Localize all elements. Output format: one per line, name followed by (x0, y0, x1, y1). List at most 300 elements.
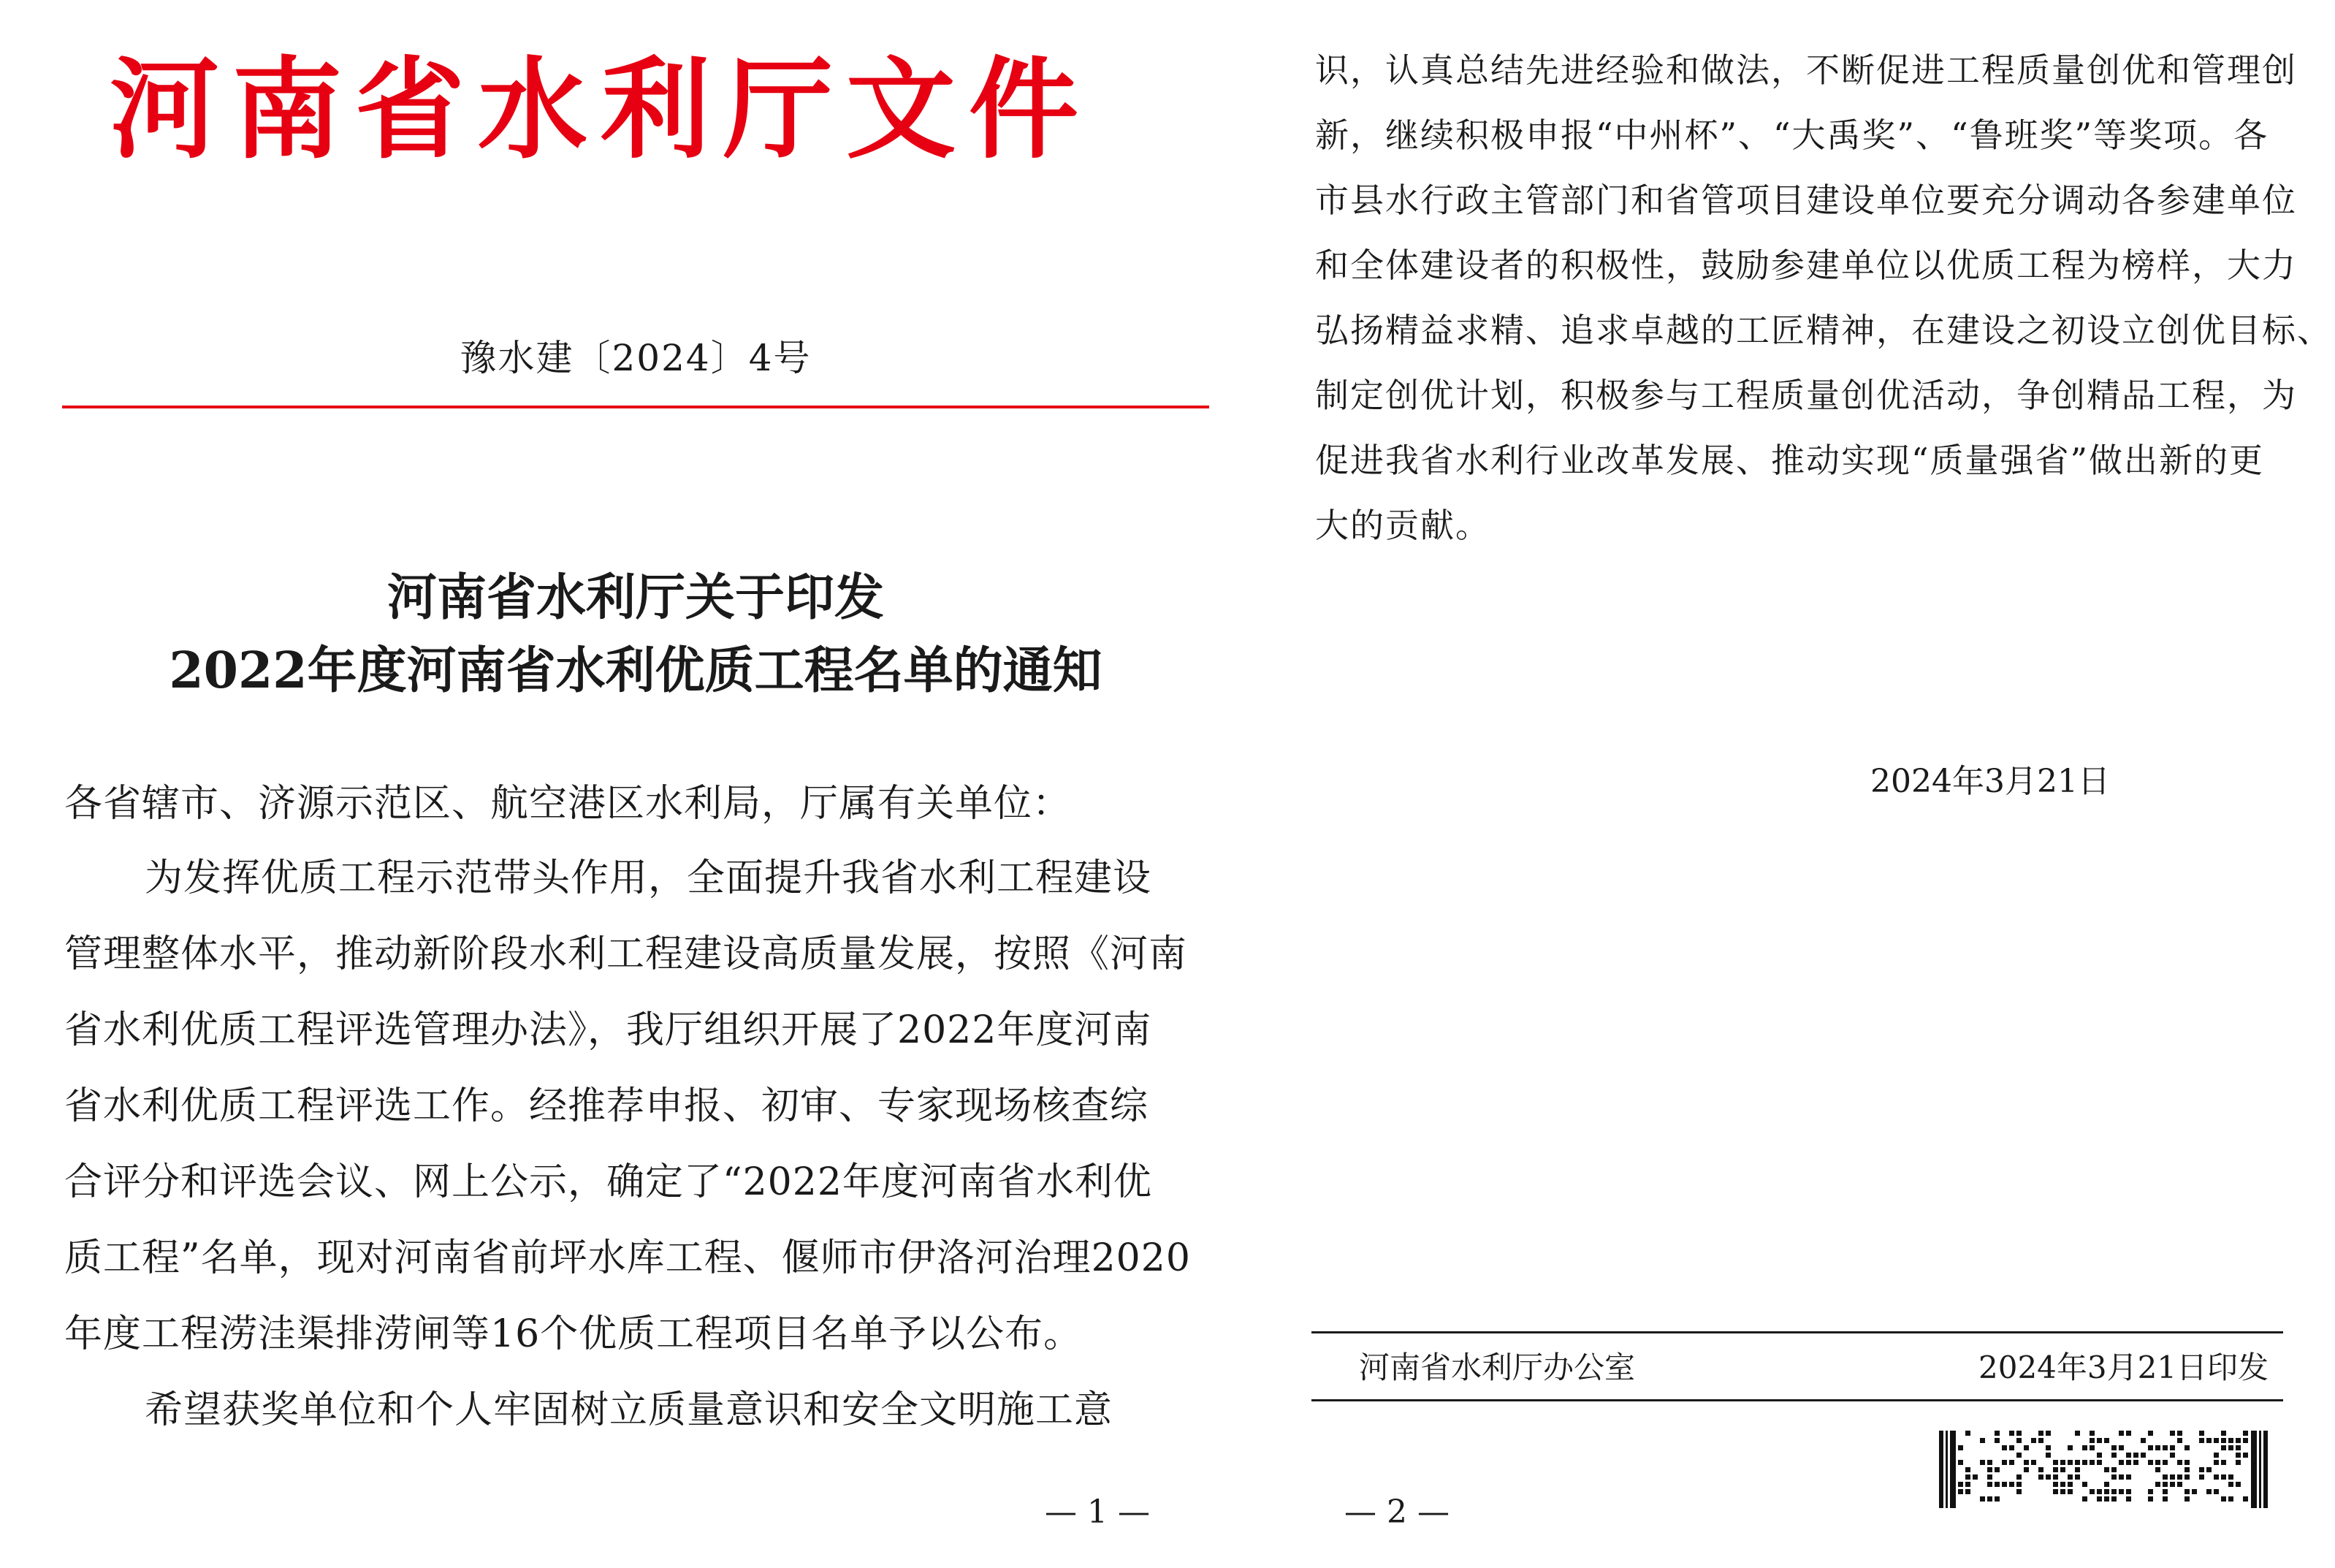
red-divider (62, 406, 1209, 408)
barcode-cell (2177, 1445, 2182, 1450)
barcode-cell (1995, 1431, 2000, 1436)
barcode-cell (2243, 1438, 2248, 1443)
barcode-cell (1995, 1496, 2000, 1502)
barcode-cell (2053, 1489, 2058, 1494)
barcode-cell (2053, 1496, 2058, 1502)
body-line: 市县水行政主管部门和省管项目建设单位要充分调动各参建单位 (1315, 180, 2297, 220)
barcode-cell (2170, 1474, 2175, 1480)
barcode-cell (2192, 1431, 2197, 1436)
barcode-cell (2111, 1431, 2117, 1436)
barcode-cell (2082, 1467, 2087, 1472)
barcode-cell (2082, 1474, 2087, 1480)
barcode-cell (2068, 1467, 2073, 1472)
barcode-cell (2090, 1496, 2095, 1502)
barcode-cell (2060, 1445, 2065, 1450)
barcode-cell (2206, 1474, 2212, 1480)
barcode-cell (2068, 1460, 2073, 1465)
barcode-cell (2053, 1467, 2058, 1472)
barcode-cell (2206, 1445, 2212, 1450)
barcode-cell (2119, 1445, 2124, 1450)
barcode-cell (2002, 1489, 2007, 1494)
barcode-cell (2170, 1467, 2175, 1472)
barcode-cell (1958, 1445, 1963, 1450)
barcode-cell (2184, 1489, 2190, 1494)
barcode-cell (2053, 1431, 2058, 1436)
barcode-cell (2009, 1489, 2014, 1494)
barcode-cell (2038, 1489, 2043, 1494)
barcode-cell (2192, 1474, 2197, 1480)
barcode-cell (2090, 1467, 2095, 1472)
footer-top-rule (1311, 1331, 2283, 1333)
barcode-cell (2236, 1431, 2241, 1436)
barcode-cell (2119, 1431, 2124, 1436)
footer-bottom-rule (1311, 1399, 2283, 1401)
barcode-cell (1958, 1474, 1963, 1480)
body-line: 年度工程涝洼渠排涝闸等16个优质工程项目名单予以公布。 (64, 1312, 1083, 1356)
barcode-cell (2060, 1474, 2065, 1480)
barcode-cell (2214, 1438, 2219, 1443)
barcode-cell (2082, 1453, 2087, 1458)
barcode-cell (2082, 1460, 2087, 1465)
barcode-cell (2111, 1453, 2117, 1458)
barcode-cell (2141, 1496, 2146, 1502)
barcode-cell (2236, 1496, 2241, 1502)
barcode-cell (2060, 1496, 2065, 1502)
barcode-cell (2170, 1460, 2175, 1465)
barcode-cell (1995, 1460, 2000, 1465)
barcode-cell (2177, 1467, 2182, 1472)
barcode-cell (2126, 1438, 2131, 1443)
barcode-cell (2199, 1496, 2204, 1502)
barcode-cell (2236, 1489, 2241, 1494)
barcode-cell (2243, 1467, 2248, 1472)
barcode-cell (1958, 1453, 1963, 1458)
barcode-cell (2148, 1467, 2153, 1472)
barcode-cell (1965, 1460, 1970, 1465)
barcode-cell (2104, 1431, 2109, 1436)
barcode-cell (2075, 1453, 2080, 1458)
barcode-cell (2009, 1467, 2014, 1472)
barcode-cell (2068, 1453, 2073, 1458)
barcode-cell (2184, 1474, 2190, 1480)
barcode-cell (1965, 1445, 1970, 1450)
barcode-cell (1995, 1453, 2000, 1458)
barcode-cell (1980, 1445, 1985, 1450)
barcode-cell (2126, 1489, 2131, 1494)
body-line: 和全体建设者的积极性，鼓励参建单位以优质工程为榜样，大力 (1315, 246, 2297, 285)
barcode-cell (2024, 1453, 2029, 1458)
barcode-cell (2214, 1489, 2219, 1494)
barcode-cell (2024, 1467, 2029, 1472)
barcode-cell (2177, 1482, 2182, 1487)
barcode-cell (2075, 1482, 2080, 1487)
barcode-cell (1965, 1431, 1970, 1436)
barcode-cell (2068, 1438, 2073, 1443)
barcode-cell (1980, 1438, 1985, 1443)
barcode-cell (2206, 1496, 2212, 1502)
barcode-cell (2163, 1489, 2168, 1494)
barcode-cell (1965, 1438, 1970, 1443)
barcode-cell (2068, 1445, 2073, 1450)
body-line: 大的贡献。 (1315, 506, 1490, 545)
barcode-cell (2133, 1474, 2138, 1480)
barcode-cell (2060, 1460, 2065, 1465)
barcode-cell (2068, 1474, 2073, 1480)
barcode-cell (2024, 1445, 2029, 1450)
barcode-cell (2236, 1474, 2241, 1480)
barcode-cell (2141, 1474, 2146, 1480)
barcode-cell (2016, 1482, 2022, 1487)
barcode-cell (2009, 1445, 2014, 1450)
barcode-cell (2104, 1438, 2109, 1443)
barcode-cell (2228, 1431, 2233, 1436)
barcode-cell (2184, 1467, 2190, 1472)
barcode-cell (2009, 1460, 2014, 1465)
barcode-cell (2141, 1467, 2146, 1472)
barcode-cell (2024, 1489, 2029, 1494)
barcode-cell (2228, 1467, 2233, 1472)
barcode-cell (2192, 1460, 2197, 1465)
barcode-cell (2053, 1453, 2058, 1458)
barcode-cell (2133, 1482, 2138, 1487)
barcode-cell (2053, 1474, 2058, 1480)
barcode-cell (2060, 1482, 2065, 1487)
barcode-cell (1980, 1453, 1985, 1458)
barcode-cell (2236, 1482, 2241, 1487)
barcode-cell (2228, 1489, 2233, 1494)
barcode-cell (1987, 1445, 1992, 1450)
barcode-cell (2111, 1467, 2117, 1472)
barcode-cell (2228, 1482, 2233, 1487)
barcode-cell (2236, 1445, 2241, 1450)
barcode-cell (2170, 1431, 2175, 1436)
barcode-cell (2177, 1460, 2182, 1465)
barcode-cell (2184, 1431, 2190, 1436)
barcode-cell (2155, 1431, 2160, 1436)
barcode-cell (2075, 1438, 2080, 1443)
barcode-cell (2170, 1489, 2175, 1494)
barcode-cell (1958, 1460, 1963, 1465)
barcode-cell (2221, 1489, 2226, 1494)
barcode-cell (2221, 1453, 2226, 1458)
page-number-2: — 2 — (1344, 1493, 1450, 1531)
barcode-cell (2097, 1474, 2102, 1480)
barcode-cell (2243, 1489, 2248, 1494)
barcode-cell (1965, 1474, 1970, 1480)
barcode-cell (2221, 1474, 2226, 1480)
barcode-cell (2177, 1438, 2182, 1443)
barcode-cell (2236, 1467, 2241, 1472)
barcode-cell (2053, 1482, 2058, 1487)
barcode-cell (2148, 1482, 2153, 1487)
barcode-cell (1995, 1489, 2000, 1494)
barcode-cell (2184, 1496, 2190, 1502)
barcode-cell (2133, 1445, 2138, 1450)
barcode-cell (2199, 1482, 2204, 1487)
barcode-cell (2104, 1474, 2109, 1480)
barcode-cell (2031, 1438, 2036, 1443)
barcode-cell (2155, 1482, 2160, 1487)
barcode-cell (2031, 1460, 2036, 1465)
barcode-cell (2214, 1467, 2219, 1472)
barcode-cell (2111, 1496, 2117, 1502)
barcode-cell (2214, 1431, 2219, 1436)
barcode-cell (2060, 1467, 2065, 1472)
barcode-cell (2097, 1496, 2102, 1502)
barcode-cell (2119, 1482, 2124, 1487)
barcode-cell (2192, 1467, 2197, 1472)
barcode-cell (2119, 1496, 2124, 1502)
barcode-cell (2199, 1489, 2204, 1494)
barcode-cell (2206, 1431, 2212, 1436)
barcode-cell (2214, 1445, 2219, 1450)
barcode-cell (2060, 1489, 2065, 1494)
body-line: 识，认真总结先进经验和做法，不断促进工程质量创优和管理创 (1315, 50, 2297, 90)
barcode-cell (2126, 1496, 2131, 1502)
barcode-cell (2002, 1445, 2007, 1450)
barcode-cell (2155, 1489, 2160, 1494)
barcode-cell (2221, 1445, 2226, 1450)
barcode-cell (2038, 1453, 2043, 1458)
barcode-cell (2090, 1460, 2095, 1465)
barcode-cell (1973, 1460, 1978, 1465)
barcode-cell (2002, 1460, 2007, 1465)
document-number: 豫水建〔2024〕4号 (460, 337, 812, 379)
barcode-cell (2060, 1438, 2065, 1443)
barcode-cell (2068, 1482, 2073, 1487)
barcode-cell (1987, 1489, 1992, 1494)
barcode-cell (2133, 1460, 2138, 1465)
body-line: 希望获奖单位和个人牢固树立质量意识和安全文明施工意 (145, 1388, 1113, 1432)
barcode-cell (2243, 1496, 2248, 1502)
barcode-cell (2228, 1453, 2233, 1458)
document-header: 河南省水利厅文件 (110, 45, 1092, 174)
barcode-cell (1980, 1496, 1985, 1502)
barcode-cell (1973, 1467, 1978, 1472)
barcode-cell (1995, 1482, 2000, 1487)
barcode-cell (2184, 1460, 2190, 1465)
barcode-cell (2046, 1431, 2051, 1436)
barcode-cell (2053, 1438, 2058, 1443)
barcode-cell (2155, 1474, 2160, 1480)
barcode-cell (2163, 1496, 2168, 1502)
barcode-cell (2155, 1445, 2160, 1450)
barcode-cell (1965, 1482, 1970, 1487)
barcode-cell (2243, 1460, 2248, 1465)
barcode-cell (2133, 1489, 2138, 1494)
barcode-cell (2024, 1482, 2029, 1487)
barcode-cell (2111, 1438, 2117, 1443)
barcode-cell (2148, 1431, 2153, 1436)
barcode-cell (2126, 1460, 2131, 1465)
barcode-cell (1973, 1453, 1978, 1458)
barcode-cell (2060, 1453, 2065, 1458)
barcode-cell (2126, 1467, 2131, 1472)
barcode-cell (2126, 1431, 2131, 1436)
barcode-cell (2111, 1489, 2117, 1494)
barcode-cell (1987, 1474, 1992, 1480)
barcode-cell (2097, 1467, 2102, 1472)
barcode-cell (2016, 1431, 2022, 1436)
barcode-cell (2206, 1467, 2212, 1472)
barcode-cell (1987, 1460, 1992, 1465)
barcode-cell (2119, 1453, 2124, 1458)
barcode-cell (2141, 1438, 2146, 1443)
barcode-cell (1973, 1489, 1978, 1494)
barcode-cell (2141, 1445, 2146, 1450)
barcode-cell (2002, 1431, 2007, 1436)
barcode-cell (2038, 1460, 2043, 1465)
barcode-cell (2002, 1453, 2007, 1458)
barcode-cell (2104, 1496, 2109, 1502)
barcode-cell (1965, 1489, 1970, 1494)
barcode-cell (2199, 1474, 2204, 1480)
barcode-cell (2170, 1453, 2175, 1458)
barcode-cell (2024, 1431, 2029, 1436)
barcode-cell (1965, 1496, 1970, 1502)
barcode-cell (2002, 1438, 2007, 1443)
barcode-cell (2141, 1431, 2146, 1436)
barcode-cell (2097, 1460, 2102, 1465)
notice-title-line-2: 2022年度河南省水利优质工程名单的通知 (169, 642, 1102, 700)
body-line: 促进我省水利行业改革发展、推动实现“质量强省”做出新的更 (1315, 441, 2265, 480)
barcode-cell (1980, 1482, 1985, 1487)
barcode-cell (1965, 1453, 1970, 1458)
barcode-cell (2104, 1460, 2109, 1465)
barcode-cell (1958, 1496, 1963, 1502)
barcode-cell (1995, 1467, 2000, 1472)
barcode-cell (1987, 1438, 1992, 1443)
barcode-cell (2184, 1438, 2190, 1443)
barcode-cell (2009, 1474, 2014, 1480)
barcode-cell (2046, 1460, 2051, 1465)
barcode-cell (2126, 1445, 2131, 1450)
barcode-cell (2097, 1445, 2102, 1450)
barcode-cell (2016, 1489, 2022, 1494)
body-line: 管理整体水平，推动新阶段水利工程建设高质量发展，按照《河南 (64, 932, 1188, 976)
barcode-cell (2002, 1467, 2007, 1472)
barcode-cell (1980, 1467, 1985, 1472)
barcode-cell (2038, 1474, 2043, 1480)
barcode-cell (2148, 1460, 2153, 1465)
barcode-cell (2163, 1482, 2168, 1487)
barcode-cell (2009, 1453, 2014, 1458)
barcode-cell (2038, 1496, 2043, 1502)
barcode-cell (2155, 1467, 2160, 1472)
barcode-cell (2243, 1431, 2248, 1436)
barcode-cell (2236, 1453, 2241, 1458)
barcode-cell (2243, 1445, 2248, 1450)
barcode-cell (2228, 1460, 2233, 1465)
barcode-cell (2009, 1438, 2014, 1443)
barcode-cell (2192, 1438, 2197, 1443)
barcode-cell (2038, 1467, 2043, 1472)
barcode-cell (2038, 1438, 2043, 1443)
issuing-office: 河南省水利厅办公室 (1359, 1350, 1636, 1385)
barcode-cell (2141, 1482, 2146, 1487)
barcode-cell (2016, 1460, 2022, 1465)
barcode-cell (2184, 1482, 2190, 1487)
barcode-cell (2002, 1496, 2007, 1502)
barcode-cell (2243, 1474, 2248, 1480)
barcode-cell (2148, 1474, 2153, 1480)
barcode-cell (2177, 1496, 2182, 1502)
barcode-cell (2097, 1453, 2102, 1458)
barcode-cell (2163, 1453, 2168, 1458)
barcode-cell (2119, 1467, 2124, 1472)
barcode-cell (2031, 1453, 2036, 1458)
barcode-cell (2199, 1460, 2204, 1465)
barcode-cell (2199, 1467, 2204, 1472)
barcode-cell (2090, 1438, 2095, 1443)
barcode-cell (1995, 1474, 2000, 1480)
barcode-cell (2046, 1467, 2051, 1472)
barcode-cell (2221, 1460, 2226, 1465)
barcode-cell (2243, 1482, 2248, 1487)
barcode-cell (2104, 1453, 2109, 1458)
barcode-cell (2104, 1467, 2109, 1472)
barcode-cell (2046, 1438, 2051, 1443)
body-line: 为发挥优质工程示范带头作用，全面提升我省水利工程建设 (145, 856, 1152, 900)
barcode-cell (2206, 1460, 2212, 1465)
barcode-cell (1973, 1431, 1978, 1436)
barcode-cell (1980, 1474, 1985, 1480)
barcode-cell (2148, 1445, 2153, 1450)
barcode-cell (2002, 1474, 2007, 1480)
barcode-cell (2214, 1482, 2219, 1487)
barcode-cell (2104, 1445, 2109, 1450)
barcode-cell (2075, 1474, 2080, 1480)
barcode-cell (2214, 1460, 2219, 1465)
body-line: 合评分和评选会议、网上公示，确定了“2022年度河南省水利优 (64, 1160, 1152, 1204)
barcode-cell (2177, 1474, 2182, 1480)
barcode-cell (1987, 1453, 1992, 1458)
barcode-cell (2221, 1482, 2226, 1487)
barcode-cell (2199, 1453, 2204, 1458)
barcode-cell (2184, 1445, 2190, 1450)
barcode-cell (2053, 1460, 2058, 1465)
barcode-cell (2199, 1445, 2204, 1450)
barcode-cell (2206, 1438, 2212, 1443)
barcode-cell (2111, 1445, 2117, 1450)
barcode-cell (1958, 1482, 1963, 1487)
barcode-cell (2090, 1431, 2095, 1436)
barcode-cell (2170, 1445, 2175, 1450)
barcode-cell (2046, 1453, 2051, 1458)
barcode-cell (1958, 1489, 1963, 1494)
barcode-cell (1995, 1438, 2000, 1443)
barcode-cell (2031, 1496, 2036, 1502)
barcode-cell (1980, 1489, 1985, 1494)
barcode-cell (2090, 1489, 2095, 1494)
barcode-cell (2075, 1489, 2080, 1494)
barcode-cell (2046, 1489, 2051, 1494)
barcode-image (1939, 1431, 2268, 1508)
barcode-cell (2133, 1453, 2138, 1458)
barcode-cell (1958, 1467, 1963, 1472)
barcode-cell (2163, 1460, 2168, 1465)
barcode-cell (2031, 1431, 2036, 1436)
barcode-cell (2126, 1474, 2131, 1480)
barcode-cell (2126, 1453, 2131, 1458)
barcode-cell (2214, 1474, 2219, 1480)
barcode-cell (2104, 1489, 2109, 1494)
barcode-cell (2090, 1474, 2095, 1480)
barcode-cell (2236, 1460, 2241, 1465)
barcode-cell (2031, 1445, 2036, 1450)
barcode-cell (2082, 1489, 2087, 1494)
barcode-cell (2046, 1496, 2051, 1502)
